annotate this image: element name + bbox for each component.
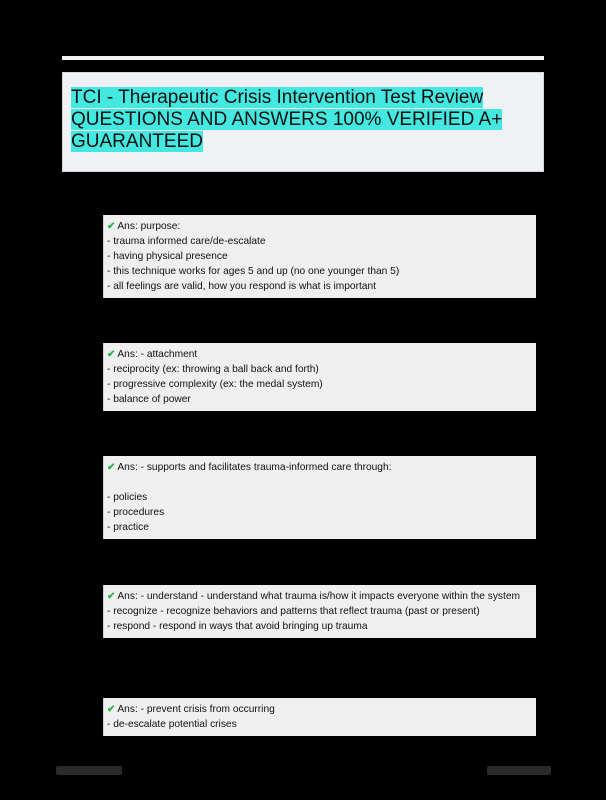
answer-line: - progressive complexity (ex: the medal system) xyxy=(107,379,323,390)
page-title xyxy=(71,87,541,153)
answer-first-line xyxy=(107,589,532,604)
answer-line: - procedures xyxy=(107,507,165,518)
answer-text: Ans: - supports and facilitates trauma-informed care through: xyxy=(117,462,392,473)
top-rule xyxy=(62,56,544,60)
answer-line: - respond - respond in ways that avoid bringing up trauma xyxy=(107,621,368,632)
answer-line: - balance of power xyxy=(107,394,191,405)
answer-first-line xyxy=(107,460,532,475)
answer-line: - having physical presence xyxy=(107,251,228,262)
page-title-text: TCI - Therapeutic Crisis Intervention Test Review QUESTIONS AND ANSWERS 100% VERIFIED A+ GUARANTEED xyxy=(71,87,503,152)
blank-line xyxy=(107,475,532,490)
checkmark-icon: ✔ xyxy=(107,462,116,473)
answer-card-3 xyxy=(103,456,536,539)
answer-card-5 xyxy=(103,698,536,736)
answer-text: Ans: purpose: xyxy=(117,221,181,232)
footer-watermark-left xyxy=(56,766,122,775)
answer-text: Ans: - understand - understand what trauma is/how it impacts everyone within the system xyxy=(117,591,520,602)
answer-line: - this technique works for ages 5 and up (no one younger than 5) xyxy=(107,266,400,277)
answer-line: - recognize - recognize behaviors and patterns that reflect trauma (past or present) xyxy=(107,606,480,617)
answer-card-2 xyxy=(103,343,536,411)
answer-line: - practice xyxy=(107,522,149,533)
answer-text: Ans: - prevent crisis from occurring xyxy=(117,704,275,715)
title-box xyxy=(62,72,544,172)
checkmark-icon: ✔ xyxy=(107,349,116,360)
answer-line: - policies xyxy=(107,492,148,503)
answer-line: - all feelings are valid, how you respond is what is important xyxy=(107,281,376,292)
answer-text: Ans: - attachment xyxy=(117,349,198,360)
answer-first-line xyxy=(107,219,532,234)
answer-first-line xyxy=(107,702,532,717)
checkmark-icon: ✔ xyxy=(107,221,116,232)
answer-line: - de-escalate potential crises xyxy=(107,719,237,730)
answer-first-line xyxy=(107,347,532,362)
answer-card-4 xyxy=(103,585,536,638)
footer-watermark-right xyxy=(487,766,551,775)
checkmark-icon: ✔ xyxy=(107,704,116,715)
answer-card-1 xyxy=(103,215,536,298)
answer-line: - reciprocity (ex: throwing a ball back and forth) xyxy=(107,364,319,375)
answer-line: - trauma informed care/de-escalate xyxy=(107,236,266,247)
checkmark-icon: ✔ xyxy=(107,591,116,602)
